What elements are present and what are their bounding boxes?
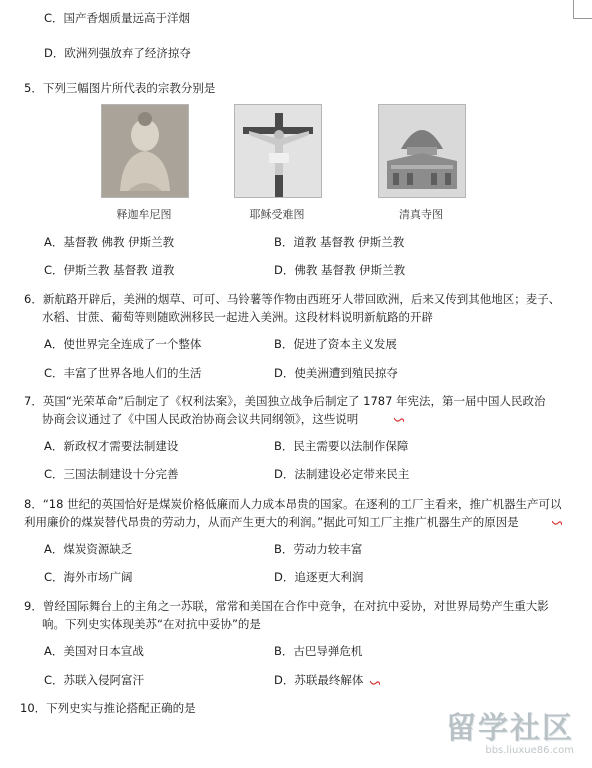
q4-option-c: C．国产香烟质量远高于洋烟 [44,11,191,25]
q5-option-b: B．道教 基督教 伊斯兰教 [274,235,405,249]
q9-stem-line2: 响。下列史实体现美苏“在对抗中妥协”的是 [42,617,261,631]
page-corner-mark [573,0,592,19]
q5-stem: 5．下列三幅图片所代表的宗教分别是 [24,81,216,95]
mosque-caption: 清真寺图 [399,208,443,221]
q5-option-d: D．佛教 基督教 伊斯兰教 [274,263,406,277]
buddha-caption: 释迦牟尼图 [116,208,172,221]
q9-option-a: A．美国对日本宣战 [44,644,144,658]
crucifix-image [234,104,322,198]
crucifix-caption: 耶稣受难图 [249,208,305,221]
q7-option-c: C．三国法制建设十分完善 [44,467,179,481]
q6-stem-line1: 6．新航路开辟后，美洲的烟草、可可、马铃薯等作物由西班牙人带回欧洲，后来又传到其他地区；麦子、 [24,292,561,306]
q6-option-a: A．使世界完全连成了一个整体 [44,337,202,351]
q6-option-d: D．使美洲遭到殖民掠夺 [274,366,398,380]
buddha-image [101,104,189,198]
q7-option-a: A．新政权才需要法制建设 [44,439,179,453]
mosque-image [378,104,466,198]
q4-option-d: D．欧洲列强放弃了经济掠夺 [44,46,191,60]
q9-stem-line1: 9．曾经国际舞台上的主角之一苏联，常常和美国在合作中竞争，在对抗中妥协，对世界局势产生重大影 [24,599,549,613]
q8-option-b: B．劳动力较丰富 [274,542,363,556]
q8-stem-line2: 利用廉价的煤炭替代昂贵的劳动力，从而产生更大的利润。”据此可知工厂主推广机器生产的原因是 [24,515,519,529]
proofread-mark [394,417,404,423]
q7-stem-line1: 7．英国“光荣革命”后制定了《权利法案》，美国独立战争后制定了 1787 年宪法，第一届中国人民政治 [24,394,546,408]
watermark-brand: 留学社区 [446,711,574,746]
q7-stem-line2: 协商会议通过了《中国人民政治协商会议共同纲领》，这些说明 [42,412,359,426]
watermark-url: bbs.liuxue86.com [485,745,574,756]
q8-option-c: C．海外市场广阔 [44,570,133,584]
q5-option-a: A．基督教 佛教 伊斯兰教 [44,235,175,249]
q9-option-c: C．苏联入侵阿富汗 [44,673,145,687]
proofread-mark [370,680,380,686]
q7-option-b: B．民主需要以法制作保障 [274,439,409,453]
q8-option-a: A．煤炭资源缺乏 [44,542,133,556]
q8-option-d: D．追逐更大利润 [274,570,364,584]
q6-option-c: C．丰富了世界各地人们的生活 [44,366,202,380]
q5-option-c: C．伊斯兰教 基督教 道教 [44,263,175,277]
proofread-mark [552,520,562,526]
q8-stem-line1: 8．“18 世纪的英国恰好是煤炭价格低廉而人力成本昂贵的国家。在逐利的工厂主看来，推广机器生产可以 [24,497,562,511]
q9-option-d: D．苏联最终解体 [274,673,364,687]
q9-option-b: B．古巴导弹危机 [274,644,363,658]
q10-stem: 10．下列史实与推论搭配正确的是 [20,701,196,715]
site-watermark [446,703,574,756]
q7-option-d: D．法制建设必定带来民主 [274,467,410,481]
q6-stem-line2: 水稻、甘蔗、葡萄等则随欧洲移民一起进入美洲。这段材料说明新航路的开辟 [42,310,433,324]
q6-option-b: B．促进了资本主义发展 [274,337,397,351]
